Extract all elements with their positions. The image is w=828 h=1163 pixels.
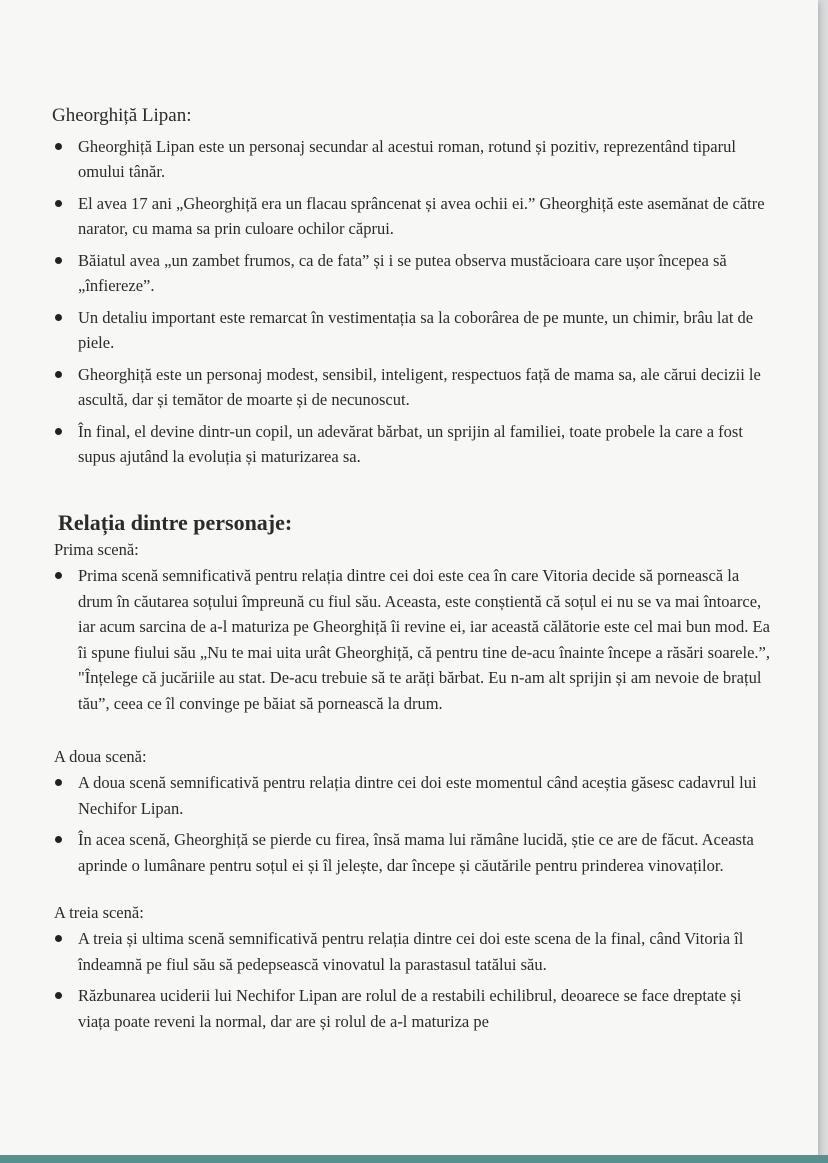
list-item — [52, 563, 772, 716]
bullet-icon — [55, 257, 62, 264]
bullet-icon — [55, 428, 62, 435]
scene1-label: Prima scenă: — [54, 540, 139, 559]
background-edge — [0, 1155, 828, 1163]
bullet-text: Prima scenă semnificativă pentru relația dintre cei doi este cea în care Vitoria decide să pornească la drum în căutarea soțului împreună cu fiul său. Aceasta, este conștientă că soțul ei nu se va mai întoarce, iar acum sarcina de a-l maturiza pe Gheorghiță îi revine ei, iar această călătorie este cel mai bun mod. Ea îi spune fiului său „Nu te mai uita urât Gheorghiță, că pentru tine de-acu înainte începe a răsări soarele.”, "Înțelege că jucăriile au stat. De-acu trebuie să te arăți bărbat. Eu n-am alt sprijin și am nevoie de brațul tău”, ceea ce îl convinge pe băiat să pornească la drum. — [78, 566, 770, 713]
scene3-bullet-list — [52, 926, 772, 1034]
bullet-icon — [55, 935, 62, 942]
list-item — [52, 926, 772, 977]
bullet-icon — [55, 143, 62, 150]
bullet-icon — [55, 314, 62, 321]
bullet-icon — [55, 572, 62, 579]
bullet-icon — [55, 371, 62, 378]
list-item — [52, 305, 772, 355]
page-content — [52, 104, 772, 1040]
scene1-bullet-list — [52, 563, 772, 716]
list-item — [52, 248, 772, 298]
bullet-icon — [55, 779, 62, 786]
bullet-icon — [55, 992, 62, 999]
bullet-text: Răzbunarea uciderii lui Nechifor Lipan are rolul de a restabili echilibrul, deoarece se face dreptate și viața poate reveni la normal, dar are și rolul de a-l maturiza pe — [78, 986, 742, 1031]
bullet-text: A doua scenă semnificativă pentru relația dintre cei doi este momentul când aceștia găsesc cadavrul lui Nechifor Lipan. — [78, 773, 757, 818]
bullet-text: El avea 17 ani „Gheorghiță era un flacau sprâncenat și avea ochii ei.” Gheorghiță este asemănat de către narator, cu mama sa prin culoare ochilor căprui. — [78, 194, 765, 238]
bullet-icon — [55, 200, 62, 207]
bullet-icon — [55, 836, 62, 843]
list-item — [52, 770, 772, 821]
list-item — [52, 419, 772, 469]
bullet-text: A treia și ultima scenă semnificativă pentru relația dintre cei doi este scena de la final, când Vitoria îl îndeamnă pe fiul său să pedepsească vinovatul la parastasul tatălui său. — [78, 929, 744, 974]
list-item — [52, 362, 772, 412]
character-bullet-list — [52, 134, 772, 469]
bullet-text: Gheorghiță este un personaj modest, sensibil, inteligent, respectuos față de mama sa, ale cărui decizii le ascultă, dar și temător de moarte și de necunoscut. — [78, 365, 761, 409]
list-item — [52, 983, 772, 1034]
bullet-text: Băiatul avea „un zambet frumos, ca de fata” și i se putea observa mustăcioara care ușor începea să „înfiereze”. — [78, 251, 727, 295]
bullet-text: Un detaliu important este remarcat în vestimentația sa la coborârea de pe munte, un chimir, brâu lat de piele. — [78, 308, 754, 352]
list-item — [52, 134, 772, 184]
scene3-label: A treia scenă: — [54, 903, 144, 922]
character-heading: Gheorghiță Lipan: — [52, 105, 192, 126]
relation-section-title: Relația dintre personaje: — [58, 510, 293, 535]
bullet-text: Gheorghiță Lipan este un personaj secundar al acestui roman, rotund și pozitiv, reprezentând tiparul omului tânăr. — [78, 137, 736, 181]
list-item — [52, 191, 772, 241]
bullet-text: În acea scenă, Gheorghiță se pierde cu firea, însă mama lui rămâne lucidă, știe ce are de făcut. Aceasta aprinde o lumânare pentru soțul ei și îl jelește, dar începe și căutările pentru prinderea vinovaților. — [78, 830, 754, 875]
list-item — [52, 827, 772, 878]
scene2-label: A doua scenă: — [54, 747, 147, 766]
scene2-bullet-list — [52, 770, 772, 878]
bullet-text: În final, el devine dintr-un copil, un adevărat bărbat, un sprijin al familiei, toate probele la care a fost supus ajutând la evoluția și maturizarea sa. — [78, 422, 743, 466]
